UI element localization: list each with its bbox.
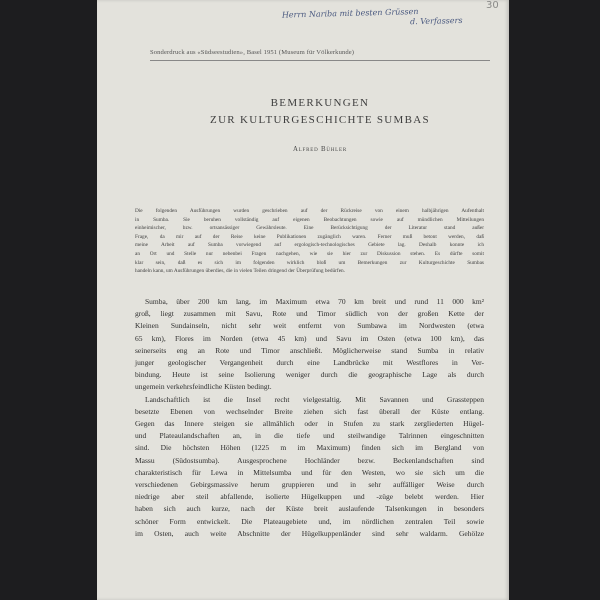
title-line-1: BEMERKUNGEN: [270, 97, 370, 109]
dedication-line-2: d. Verfassers: [409, 15, 463, 27]
body-line: und Plateaulandschaften an, in die tiefe und steilwandige Talrinnen eingeschnitten: [135, 431, 484, 441]
body-line: verschiedenen Gebirgsmassive herum gruppieren und in sehr auffälliger Weise durch: [135, 480, 484, 490]
body-line: sind. Die höchsten Höhen (1225 m im Maximum) finden sich im Bergland von: [135, 443, 484, 453]
body-line: besetzte Ebenen von wechselnder Breite ziehen sich fast überall der Küste entlang.: [135, 406, 484, 416]
body-line: 65 km), Flores im Norden (etwa 45 km) und Savu im Osten (etwa 100 km), das: [135, 333, 484, 343]
abstract-line: an Ort und Stelle nur nebenbei Fragen nachgehen, wie sie hier zur Diskussion stehen. Es dürfte somit: [135, 250, 484, 257]
body-line: Kleinen Sundainseln, nicht sehr weit entfernt von Sumbawa im Nordwesten (etwa: [135, 321, 484, 331]
abstract-line: Frage, da mir auf der Reise keine Publikationen zugänglich waren. Ferner muß betont werden, daß: [135, 233, 484, 240]
abstract-line: handeln kann, um Ausführungen überdies, die in vielen Teilen dringend der Überprüfung bedürfen.: [135, 268, 346, 275]
author-name: Alfred Bühler: [292, 146, 348, 153]
body-line: charakteristisch für Lewa in Mittelsumba und für den Westen, wo sie sich um die: [135, 467, 484, 477]
body-line: schöner Form entwickelt. Die Plateaugebiete und, im nördlichen zentralen Teil sowie: [135, 516, 484, 526]
title-line-2: ZUR KULTURGESCHICHTE SUMBAS: [210, 114, 430, 126]
body-line: ungemein verkehrsfeindliche Küsten bedingt.: [135, 382, 272, 392]
abstract-line: Die folgenden Ausführungen wurden geschrieben auf der Rückreise von einem halbjährigen Aufenthalt: [135, 208, 484, 214]
body-text: [135, 296, 484, 540]
body-line: bindung. Heute ist seine Isolierung weniger durch die geographische Lage als durch: [135, 370, 484, 380]
page-number: 30: [486, 0, 499, 11]
body-line: im Osten, auch weite Abschnitte der Hügelkuppenländer sind sehr waldarm. Gehölze: [135, 528, 484, 538]
abstract-line: meine Arbeit auf Sumba vorwiegend auf ergologisch-technologisches Gebiete lag. Deshalb konnte ich: [135, 242, 484, 249]
paragraph-2: [135, 394, 484, 540]
body-line: haben sich auch kurze, nach der Küste breit auslaufende Talsenkungen in besonders: [135, 504, 484, 514]
body-line: Landschaftlich ist die Insel recht vielgestaltig. Mit Savannen und Grassteppen: [145, 394, 484, 404]
body-line: Massu (Südostsumba). Ausgesprochene Hochländer bezw. Beckenlandschaften sind: [135, 455, 484, 465]
body-line: junger geologischer Vergangenheit durch eine Landbrücke mit Westflores in Ver-: [135, 358, 484, 368]
dedication-line-1: Herrn Nariba mit besten Grüssen: [281, 7, 419, 20]
body-line: groß, liegt zusammen mit Savu, Rote und Timor südlich von der großen Kette der: [135, 309, 484, 319]
body-line: Sumba, über 200 km lang, im Maximum etwa 70 km breit und rund 11 000 km²: [145, 297, 484, 306]
body-line: niedrige aber steil abfallende, isolierte Hügelkuppen und -züge belebt werden. Hier: [135, 492, 484, 502]
abstract: [135, 207, 484, 276]
abstract-line: klar sein, daß es sich im folgenden wirklich bloß um Bemerkungen zur Kulturgeschichte Sumbas: [135, 259, 484, 266]
abstract-line: einheimischer, bzw. ortsansässiger Gewährsleute. Eine Berücksichtigung der Literatur stand außer: [135, 225, 484, 232]
header-rule: [150, 60, 490, 61]
paragraph-1: [135, 296, 484, 394]
abstract-line: in Sumba. Sie beruhen vollständig auf eigenen Beobachtungen sowie auf mündlichen Mitteilungen: [135, 216, 484, 223]
body-line: Gegen das Innere steigen sie allmählich oder in Stufen zu stark zergliederten Hügel-: [135, 419, 484, 429]
body-line: seinerseits eng an Rote und Timor anschließt. Möglicherweise stand Sumba in relativ: [135, 345, 484, 355]
offprint-line: Sonderdruck aus «Südseestudien», Basel 1951 (Museum für Völkerkunde): [150, 49, 355, 56]
